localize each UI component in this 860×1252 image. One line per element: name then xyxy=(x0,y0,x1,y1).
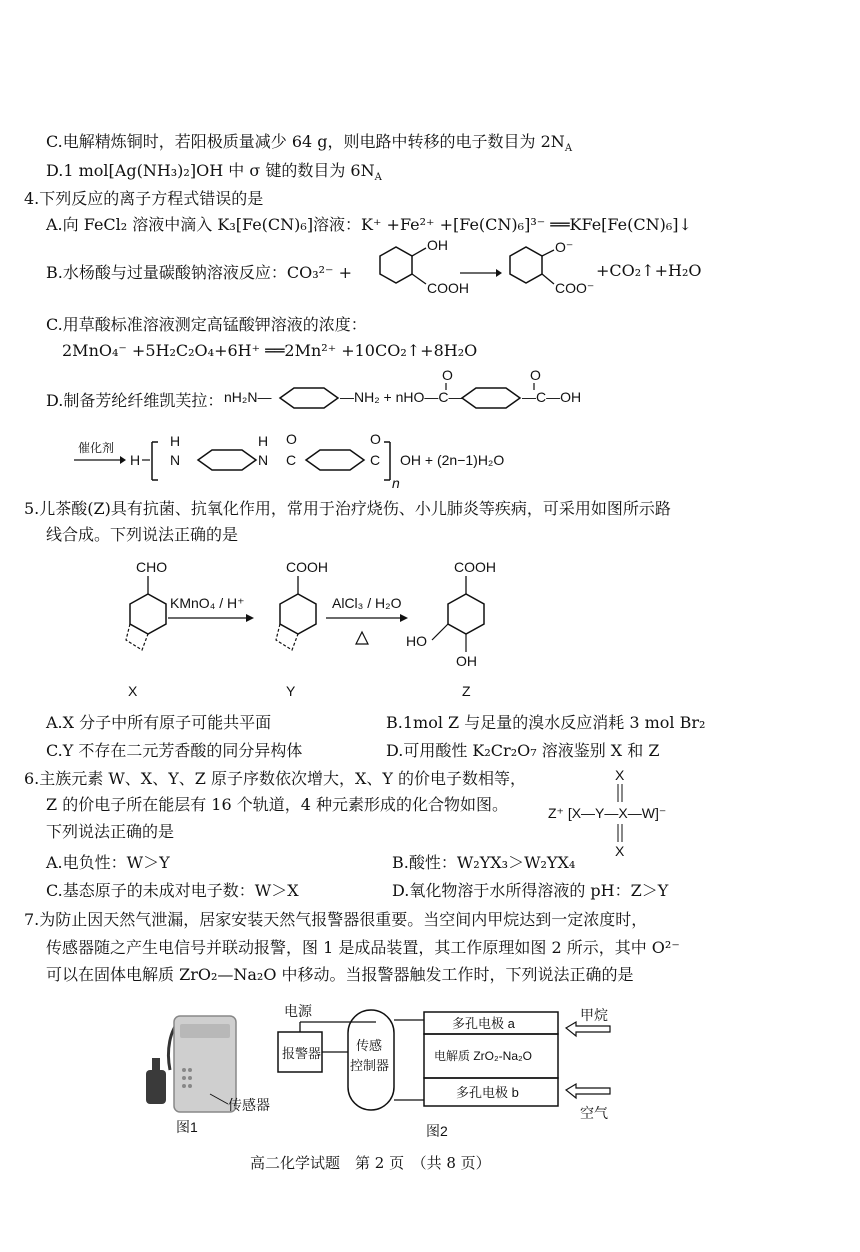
synthesis-route xyxy=(100,556,540,706)
sensor-label: 传感器 xyxy=(228,1097,270,1113)
svg-text:Z⁺ [X—Y—X—W]⁻: Z⁺ [X—Y—X—W]⁻ xyxy=(548,805,667,821)
kevlar-monomers xyxy=(220,367,620,422)
cooh-label: COOH xyxy=(427,280,469,296)
q4-stem: 4.下列反应的离子方程式错误的是 xyxy=(24,189,264,208)
q6-option-d: D.氧化物溶于水所得溶液的 pH：Z＞Y xyxy=(392,881,669,900)
q3-option-d: D.1 mol[Ag(NH₃)₂]OH 中 σ 键的数目为 $6N_A$ xyxy=(46,161,382,184)
q4-option-b-text: B.水杨酸与过量碳酸钠溶液反应：CO₃²⁻ + xyxy=(46,263,352,282)
figure-2-principle xyxy=(270,1000,640,1142)
q6-stem-line3: 下列说法正确的是 xyxy=(46,822,175,841)
svg-text:Y: Y xyxy=(286,683,296,699)
figure-2-caption: 图2 xyxy=(426,1123,448,1139)
svg-text:H: H xyxy=(170,433,181,449)
q6-stem-line1: 6.主族元素 W、X、Y、Z 原子序数依次增大，X、Y 的价电子数相等， xyxy=(24,769,526,788)
svg-text:C: C xyxy=(370,452,381,468)
svg-text:H: H xyxy=(130,452,141,468)
svg-text:X: X xyxy=(128,683,138,699)
svg-text:N: N xyxy=(170,452,181,468)
svg-text:O: O xyxy=(530,367,541,383)
q7-stem-line3: 可以在固体电解质 ZrO₂—Na₂O 中移动。当报警器触发工作时，下列说法正确的是 xyxy=(46,965,634,984)
svg-text:OH + (2n−1)H₂O: OH + (2n−1)H₂O xyxy=(400,452,505,468)
power-label: 电源 xyxy=(284,1003,312,1019)
oh-label: OH xyxy=(427,237,448,253)
air-label: 空气 xyxy=(580,1105,608,1121)
svg-text:COOH: COOH xyxy=(286,559,328,575)
q5-option-c: C.Y 不存在二元芳香酸的同分异构体 xyxy=(46,741,303,760)
controller-label-2: 控制器 xyxy=(350,1058,390,1073)
svg-text:—C—OH: —C—OH xyxy=(522,389,582,405)
svg-text:H: H xyxy=(258,433,269,449)
svg-text:nH₂N—: nH₂N— xyxy=(224,389,272,405)
q3-option-c: C.电解精炼铜时，若阳极质量减少 64 g，则电路中转移的电子数目为 $2N_A$ xyxy=(46,132,573,155)
q7-stem-line1: 7.为防止因天然气泄漏，居家安装天然气报警器很重要。当空间内甲烷达到一定浓度时， xyxy=(24,910,648,929)
methane-label: 甲烷 xyxy=(580,1007,608,1023)
svg-text:催化剂: 催化剂 xyxy=(78,441,115,455)
q5-stem-line2: 线合成。下列说法正确的是 xyxy=(46,525,239,544)
q4-option-a: A.向 FeCl₂ 溶液中滴入 K₃[Fe(CN)₆]溶液：K⁺ +Fe²⁺ +[Fe(CN)₆]³⁻ ══KFe[Fe(CN)₆]↓ xyxy=(46,215,692,234)
q6-option-c: C.基态原子的未成对电子数：W＞X xyxy=(46,881,299,900)
compound-structure xyxy=(548,766,728,862)
electrode-b-label: 多孔电极 b xyxy=(456,1085,519,1100)
q4-option-d-text: D.制备芳纶纤维凯芙拉： xyxy=(46,391,224,410)
svg-text:—NH₂ + nHO—C—: —NH₂ + nHO—C— xyxy=(340,389,463,405)
coo-label: COO⁻ xyxy=(555,280,595,296)
svg-text:N: N xyxy=(258,452,269,468)
q4-option-c-equation: 2MnO₄⁻ +5H₂C₂O₄+6H⁺ ══2Mn²⁺ +10CO₂↑+8H₂O xyxy=(62,341,478,360)
q5-option-a: A.X 分子中所有原子可能共平面 xyxy=(46,713,272,732)
svg-text:CHO: CHO xyxy=(136,559,168,575)
q6-stem-line2: Z 的价电子所在能层有 16 个轨道，4 种元素形成的化合物如图。 xyxy=(46,795,509,814)
o-minus-label: O⁻ xyxy=(555,239,574,255)
salicylate-structure xyxy=(500,238,610,298)
svg-text:OH: OH xyxy=(456,653,477,669)
figure-1-caption: 图1 xyxy=(176,1119,198,1135)
svg-text:X: X xyxy=(615,843,625,859)
methane-arrow-icon xyxy=(566,1022,610,1036)
air-arrow-icon xyxy=(566,1084,610,1098)
q5-stem-line1: 5.儿茶酸(Z)具有抗菌、抗氧化作用，常用于治疗烧伤、小儿肺炎等疾病，可采用如图所示路 xyxy=(24,499,671,518)
electrolyte-label: 电解质 ZrO₂-Na₂O xyxy=(434,1049,532,1063)
svg-text:COOH: COOH xyxy=(454,559,496,575)
svg-text:AlCl₃ / H₂O: AlCl₃ / H₂O xyxy=(332,595,402,611)
figure-1-device xyxy=(140,1000,290,1140)
salicylic-acid-structure xyxy=(360,238,470,298)
svg-text:KMnO₄ / H⁺: KMnO₄ / H⁺ xyxy=(170,595,245,611)
svg-text:X: X xyxy=(615,767,625,783)
svg-text:O: O xyxy=(370,431,381,447)
electrode-a-label: 多孔电极 a xyxy=(452,1016,515,1031)
svg-text:Z: Z xyxy=(462,683,471,699)
q6-option-b: B.酸性：W₂YX₃＞W₂YX₄ xyxy=(392,853,576,872)
q4-option-b-products: +CO₂↑+H₂O xyxy=(596,261,702,280)
q5-option-b: B.1mol Z 与足量的溴水反应消耗 3 mol Br₂ xyxy=(386,713,706,732)
svg-text:n: n xyxy=(392,475,400,491)
svg-text:O: O xyxy=(442,367,453,383)
reaction-arrow-b xyxy=(460,268,500,278)
alarm-label: 报警器 xyxy=(282,1046,322,1061)
svg-text:HO: HO xyxy=(406,633,427,649)
q7-stem-line2: 传感器随之产生电信号并联动报警，图 1 是成品装置，其工作原理如图 2 所示，其中 O²⁻ xyxy=(46,938,680,957)
page-footer: 高二化学试题 第 2 页 （共 8 页） xyxy=(250,1154,491,1172)
svg-text:C: C xyxy=(286,452,297,468)
q5-option-d: D.可用酸性 K₂Cr₂O₇ 溶液鉴别 X 和 Z xyxy=(386,741,660,760)
q4-option-c-text: C.用草酸标准溶液测定高锰酸钾溶液的浓度： xyxy=(46,315,367,334)
svg-text:O: O xyxy=(286,431,297,447)
kevlar-polymer xyxy=(74,432,594,492)
controller-label-1: 传感 xyxy=(356,1038,383,1053)
q6-option-a: A.电负性：W＞Y xyxy=(46,853,170,872)
